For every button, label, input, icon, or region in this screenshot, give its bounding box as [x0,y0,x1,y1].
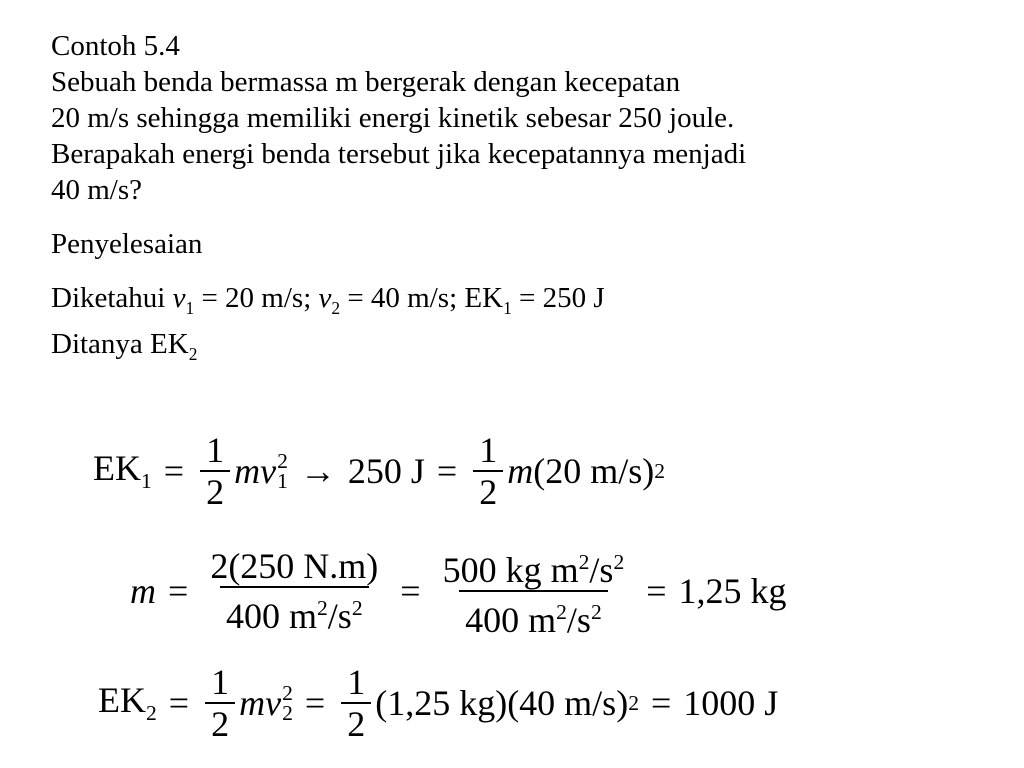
eq2-num1: 2(250 N.m) [210,546,379,586]
eq3-result: 1000 J [683,683,779,723]
problem-text [51,28,1011,372]
known-ek1: = 250 J [519,282,605,314]
eq1-value: 250 J [347,451,425,491]
eq2-result: 1,25 kg [678,571,787,611]
eq3-paren1: (1,25 kg) [375,683,508,723]
known-v2: = 40 m/s; [347,282,458,314]
equation-kinetic-energy-1: $EK_1$ = $\frac{1}{2}$ mv 2 1 → 250 J = $\frac{1}{2}$ m (20 m/s) 2 [93,430,666,512]
problem-line-2: 20 m/s sehingga memiliki energi kinetik sebesar 250 joule. [51,102,735,134]
equation-mass: m = $\frac{2(250 N.m)}{400 m^2/s^2}$ = $\frac{500 kg m^2/s^2}{400 m^2/s^2}$ = 1,25 kg [130,546,787,640]
eq1-paren: (20 m/s) [533,451,655,491]
problem-line-3: Berapakah energi benda tersebut jika kecepatannya menjadi [51,138,747,170]
equation-kinetic-energy-2: $EK_2$ = $\frac{1}{2}$ mv 2 2 = $\frac{1}{2}$ (1,25 kg) (40 m/s) 2 = 1000 J [98,662,779,744]
known-v1: = 20 m/s; [201,282,312,314]
solution-heading: Penyelesaian [51,228,203,260]
eq3-paren2: (40 m/s) [507,683,629,723]
example-title: Contoh 5.4 [51,30,180,62]
problem-line-1: Sebuah benda bermassa m bergerak dengan kecepatan [51,66,681,98]
known-line: Diketahui $v_1 = 20$ m/s; $v_2 = 40$ m/s; $EK_1 = 250$ J [51,282,605,318]
problem-line-4: 40 m/s? [51,174,143,206]
asked-line: Ditanya $EK_2$ [51,327,198,364]
